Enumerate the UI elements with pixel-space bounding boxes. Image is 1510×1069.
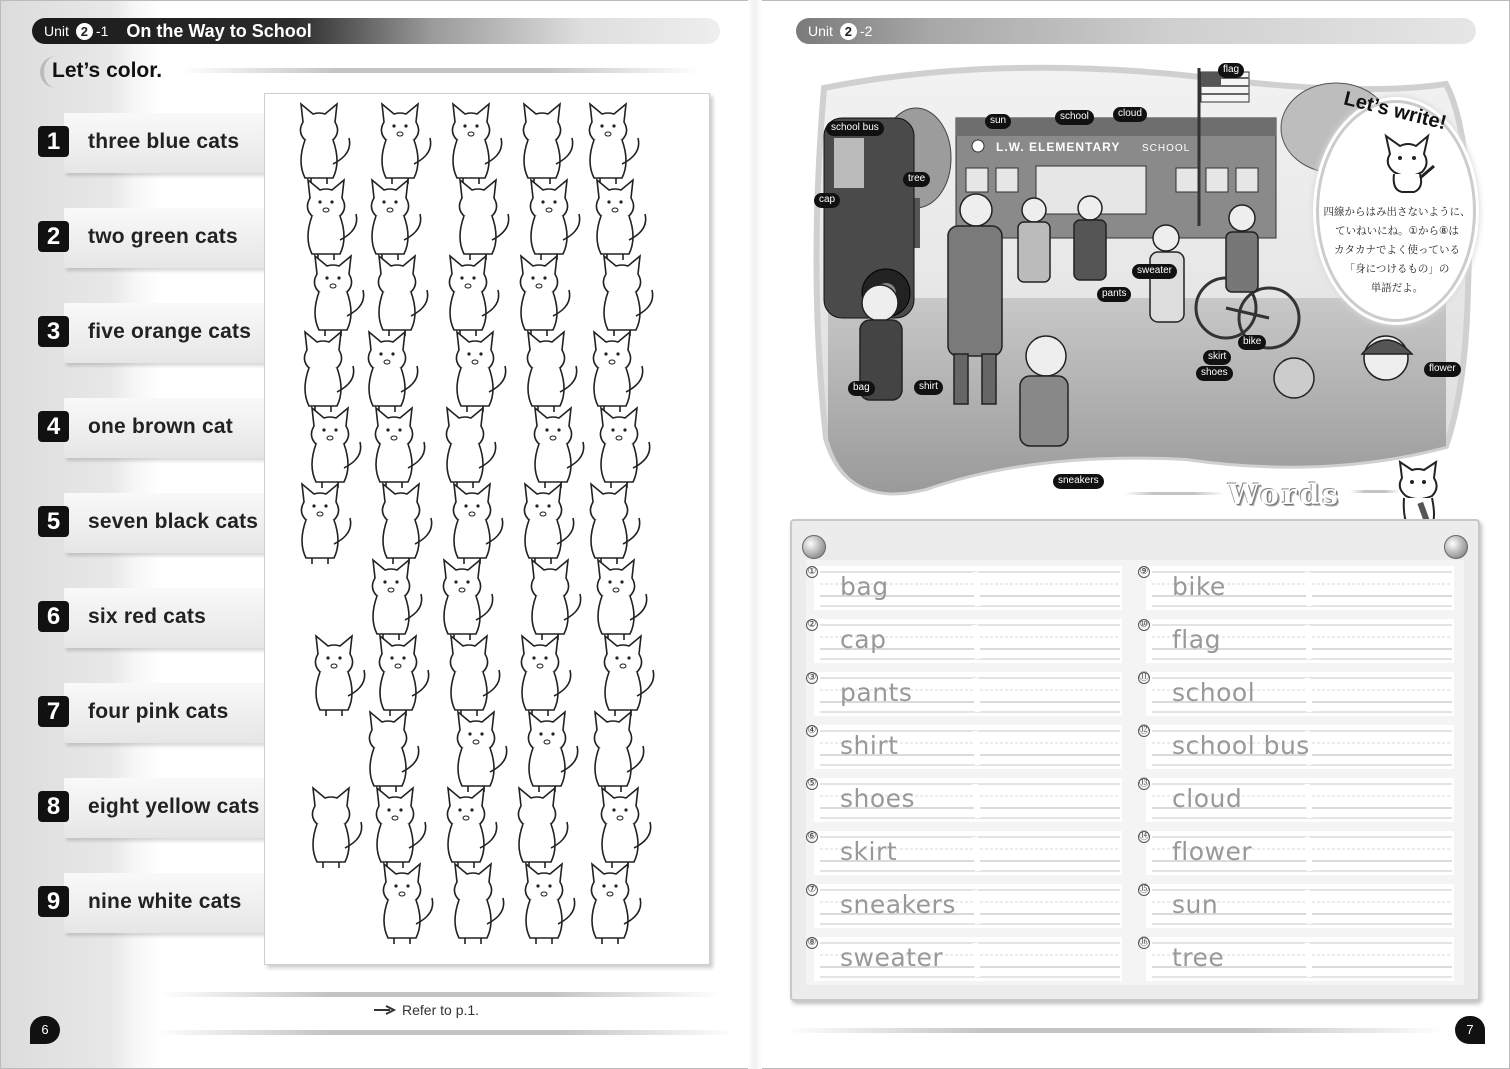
- cat-outline[interactable]: [375, 408, 424, 488]
- trace-word: shirt: [840, 731, 899, 760]
- cat-outline[interactable]: [591, 864, 640, 944]
- scene-label-skirt: skirt: [1203, 350, 1231, 365]
- word-practice-row[interactable]: [1140, 778, 1458, 822]
- instruction-number: 4: [38, 411, 69, 442]
- cat-outline[interactable]: [449, 256, 498, 336]
- unit-sub-number: -2: [859, 23, 873, 39]
- instruction-number: 2: [38, 221, 69, 252]
- cat-outline[interactable]: [530, 180, 579, 260]
- word-practice-row[interactable]: [1140, 566, 1458, 610]
- school-sign-2: SCHOOL: [1142, 143, 1191, 154]
- word-practice-row[interactable]: [808, 566, 1126, 610]
- trace-word: cap: [840, 625, 887, 654]
- cat-outline[interactable]: [304, 332, 353, 412]
- scene-label-flag: flag: [1218, 63, 1244, 78]
- cat-outline[interactable]: [525, 864, 574, 944]
- cat-outline[interactable]: [459, 180, 508, 260]
- cat-outline[interactable]: [368, 332, 417, 412]
- word-practice-row[interactable]: [1140, 672, 1458, 716]
- cat-outline[interactable]: [454, 864, 503, 944]
- unit-label: Unit: [44, 23, 69, 39]
- cat-outline[interactable]: [315, 636, 364, 716]
- instruction-number: 9: [38, 886, 69, 917]
- word-practice-row[interactable]: [808, 831, 1126, 875]
- scene-label-cap: cap: [814, 193, 840, 208]
- footer-divider-left: [160, 992, 720, 997]
- unit-label: Unit: [808, 23, 833, 39]
- cat-outline[interactable]: [369, 712, 418, 792]
- cat-outline[interactable]: [594, 712, 643, 792]
- refer-text: Refer to p.1.: [402, 1002, 480, 1018]
- cat-outline[interactable]: [300, 104, 349, 184]
- word-number: ⑩: [1139, 619, 1149, 630]
- pin-icon: [802, 535, 826, 559]
- cat-outline[interactable]: [593, 332, 642, 412]
- cat-outline[interactable]: [518, 788, 567, 868]
- cat-outline[interactable]: [450, 636, 499, 716]
- word-number: ⑭: [1139, 831, 1149, 842]
- lets-color-heading: Let’s color.: [40, 56, 180, 88]
- word-practice-row[interactable]: [808, 778, 1126, 822]
- instruction-text: five orange cats: [88, 320, 252, 343]
- pin-icon: [1444, 535, 1468, 559]
- footer-divider-left-2: [155, 1030, 735, 1035]
- instruction-text: nine white cats: [88, 890, 242, 913]
- cat-outline[interactable]: [443, 560, 492, 640]
- word-practice-row[interactable]: [1140, 831, 1458, 875]
- word-practice-row[interactable]: [1140, 619, 1458, 663]
- unit-header-right: [796, 18, 1476, 44]
- cat-outline[interactable]: [447, 788, 496, 868]
- scene-label-sun: sun: [985, 114, 1011, 129]
- scene-label-school-bus: school bus: [826, 121, 884, 136]
- instruction-number: 8: [38, 791, 69, 822]
- note-line: ていねいにね。①から⑧は: [1335, 225, 1459, 237]
- book-spine: [748, 0, 762, 1069]
- word-practice-row[interactable]: [808, 884, 1126, 928]
- note-line: 「身につけるもの」の: [1344, 263, 1450, 275]
- scene-label-sneakers: sneakers: [1053, 474, 1104, 489]
- trace-word: skirt: [840, 837, 898, 866]
- word-practice-row[interactable]: [808, 937, 1126, 981]
- trace-word: cloud: [1172, 784, 1243, 813]
- cat-outline[interactable]: [378, 256, 427, 336]
- note-line: 四線からはみ出さないように、: [1323, 206, 1471, 218]
- scene-label-shirt: shirt: [914, 380, 943, 395]
- unit-sub-number: -1: [95, 23, 109, 39]
- cat-outline[interactable]: [528, 712, 577, 792]
- cat-outline[interactable]: [314, 256, 363, 336]
- arrow-right-icon: [374, 1005, 396, 1015]
- cat-outline[interactable]: [596, 180, 645, 260]
- word-number: ⑫: [1139, 725, 1149, 736]
- instruction-text: one brown cat: [88, 415, 233, 438]
- cat-outline[interactable]: [527, 332, 576, 412]
- trace-word: pants: [840, 678, 913, 707]
- words-divider-left: [1124, 492, 1224, 495]
- word-practice-row[interactable]: [808, 725, 1126, 769]
- note-line: 単語だよ。: [1370, 282, 1424, 294]
- cat-outline[interactable]: [381, 104, 430, 184]
- trace-word: school bus: [1172, 731, 1310, 760]
- unit-number: 2: [840, 23, 857, 40]
- word-practice-row[interactable]: [808, 672, 1126, 716]
- cat-outline[interactable]: [383, 864, 432, 944]
- cat-outline[interactable]: [371, 180, 420, 260]
- word-number: ②: [807, 619, 817, 630]
- scene-label-shoes: shoes: [1196, 366, 1233, 381]
- scene-label-pants: pants: [1097, 287, 1131, 302]
- page-number-left: 6: [30, 1016, 60, 1044]
- word-number: ⑧: [807, 937, 817, 948]
- word-number: ⑯: [1139, 937, 1149, 948]
- unit-header-left: [32, 18, 720, 44]
- coloring-panel[interactable]: [264, 93, 710, 965]
- word-practice-row[interactable]: [1140, 884, 1458, 928]
- note-line: カタカナでよく使っている: [1334, 244, 1460, 256]
- instruction-text: seven black cats: [88, 510, 259, 533]
- cat-outline[interactable]: [307, 180, 356, 260]
- word-number: ⑪: [1139, 672, 1149, 683]
- word-practice-row[interactable]: [1140, 725, 1458, 769]
- trace-word: flag: [1172, 625, 1221, 654]
- cat-outline[interactable]: [301, 484, 350, 564]
- instruction-number: 3: [38, 316, 69, 347]
- word-number: ③: [807, 672, 817, 683]
- trace-word: sweater: [840, 943, 944, 972]
- cat-mascot-icon: [1372, 128, 1442, 198]
- cat-outline[interactable]: [523, 104, 572, 184]
- instruction-number: 7: [38, 696, 69, 727]
- instruction-text: four pink cats: [88, 700, 229, 723]
- word-practice-row[interactable]: [808, 619, 1126, 663]
- cat-outline[interactable]: [376, 788, 425, 868]
- trace-word: sneakers: [840, 890, 956, 919]
- scene-label-cloud: cloud: [1113, 107, 1147, 122]
- trace-word: school: [1172, 678, 1256, 707]
- cat-outline[interactable]: [453, 484, 502, 564]
- cat-outline[interactable]: [379, 636, 428, 716]
- cat-outline[interactable]: [589, 104, 638, 184]
- cat-outline[interactable]: [456, 332, 505, 412]
- scene-label-bike: bike: [1238, 335, 1266, 350]
- instruction-text: three blue cats: [88, 130, 240, 153]
- instruction-number: 1: [38, 126, 69, 157]
- cat-outline[interactable]: [312, 788, 361, 868]
- word-number: ⑥: [807, 831, 817, 842]
- cat-outline[interactable]: [446, 408, 495, 488]
- unit-title: On the Way to School: [126, 20, 312, 41]
- cat-outline[interactable]: [311, 408, 360, 488]
- cat-outline[interactable]: [457, 712, 506, 792]
- cat-outline[interactable]: [452, 104, 501, 184]
- cat-outline[interactable]: [601, 788, 650, 868]
- cat-outline[interactable]: [531, 560, 580, 640]
- footer-divider-right: [785, 1028, 1445, 1033]
- cat-outline[interactable]: [372, 560, 421, 640]
- word-number: ⑤: [807, 778, 817, 789]
- trace-word: bag: [840, 572, 889, 601]
- cat-outline[interactable]: [524, 484, 573, 564]
- word-number: ①: [807, 566, 817, 577]
- cat-outline[interactable]: [597, 560, 646, 640]
- scene-label-flower: flower: [1424, 362, 1461, 377]
- writing-instruction-note: [1322, 203, 1472, 298]
- school-sign: L.W. ELEMENTARY: [996, 140, 1121, 154]
- lets-write-heading: Let’s write!: [1341, 87, 1449, 135]
- trace-word: tree: [1172, 943, 1225, 972]
- scene-label-bag: bag: [848, 381, 875, 396]
- cat-outline[interactable]: [590, 484, 639, 564]
- cats-coloring-picture[interactable]: [265, 94, 711, 966]
- word-number: ⑮: [1139, 884, 1149, 895]
- word-number: ⑦: [807, 884, 817, 895]
- instruction-number: 5: [38, 506, 69, 537]
- word-number: ⑨: [1139, 566, 1149, 577]
- refer-note: [374, 1002, 479, 1018]
- scene-label-tree: tree: [903, 172, 930, 187]
- cat-outline[interactable]: [520, 256, 569, 336]
- trace-word: bike: [1172, 572, 1226, 601]
- page-number-right: 7: [1455, 1016, 1485, 1044]
- instruction-text: eight yellow cats: [88, 795, 260, 818]
- cat-outline[interactable]: [521, 636, 570, 716]
- scene-label-sweater: sweater: [1132, 264, 1177, 279]
- trace-word: shoes: [840, 784, 916, 813]
- instruction-text: six red cats: [88, 605, 206, 628]
- word-number: ④: [807, 725, 817, 736]
- unit-number: 2: [76, 23, 93, 40]
- trace-word: sun: [1172, 890, 1219, 919]
- words-heading: Words: [1228, 478, 1341, 511]
- instruction-number: 6: [38, 601, 69, 632]
- heading-divider: [180, 68, 700, 73]
- trace-word: flower: [1172, 837, 1253, 866]
- word-practice-row[interactable]: [1140, 937, 1458, 981]
- cat-outline[interactable]: [603, 256, 652, 336]
- word-number: ⑬: [1139, 778, 1149, 789]
- cat-outline[interactable]: [534, 408, 583, 488]
- scene-label-school: school: [1055, 110, 1094, 125]
- cat-outline[interactable]: [382, 484, 431, 564]
- cat-outline[interactable]: [600, 408, 649, 488]
- instruction-text: two green cats: [88, 225, 238, 248]
- cat-outline[interactable]: [604, 636, 653, 716]
